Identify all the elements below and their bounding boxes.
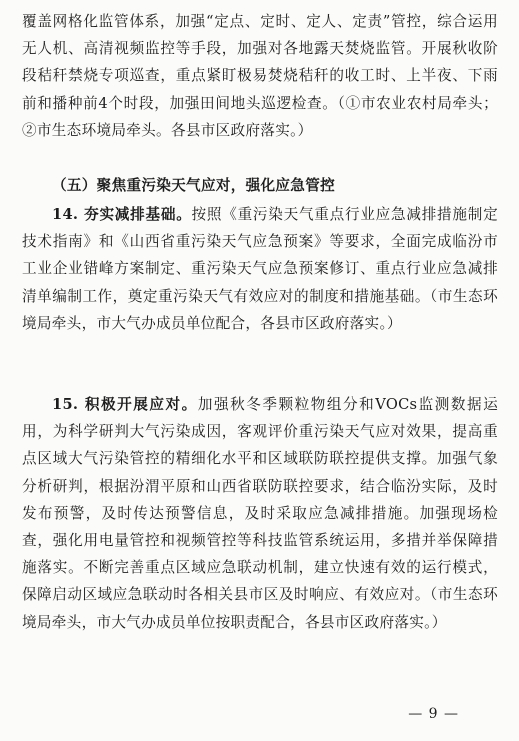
page-number: — 9 — <box>408 706 459 722</box>
item-14-paragraph <box>22 201 498 337</box>
section-heading: （五）聚焦重污染天气应对，强化应急管控 <box>52 177 335 194</box>
item-15-title: 15. 积极开展应对。 <box>52 396 198 413</box>
item-15-paragraph <box>22 391 498 636</box>
item-15-body: 加强秋冬季颗粒物组分和VOCs监测数据运用，为科学研判大气污染成因，客观评价重污染天气应对效果，提高重点区域大气污染管控的精细化水平和区域联防联控提供支撑。加强气象分析研判，根据汾渭平原和山西省联防联控要求，结合临汾实际，及时发布预警，及时传达预警信息，及时采取应急减排措施。加强现场检查，强化用电量管控和视频管控等科技监管系统运用，多措并举保障措施落实。不断完善重点区域应急联动机制，建立快速有效的运行模式，保障启动区域应急联动时各相关县市区及时响应、有效应对。（市生态环境局牵头，市大气办成员单位按职责配合，各县市区政府落实。） <box>22 396 498 631</box>
paragraph-continuation: 覆盖网格化监管体系，加强“定点、定时、定人、定责”管控，综合运用无人机、高清视频监控等手段，加强对各地露天焚烧监管。开展秋收阶段秸秆禁烧专项巡查，重点紧盯极易焚烧秸秆的收工时、上半夜、下雨前和播种前4个时段，加强田间地头巡逻检查。（①市农业农村局牵头；②市生态环境局牵头。各县市区政府落实。） <box>22 13 498 139</box>
item-14-title: 14. 夯实减排基础。 <box>52 206 192 223</box>
item-14-body: 按照《重污染天气重点行业应急减排措施制定技术指南》和《山西省重污染天气应急预案》等要求，全面完成临汾市工业企业错峰方案制定、重污染天气应急预案修订、重点行业应急减排清单编制工作，奠定重污染天气有效应对的制度和措施基础。（市生态环境局牵头，市大气办成员单位配合，各县市区政府落实。） <box>22 206 498 332</box>
